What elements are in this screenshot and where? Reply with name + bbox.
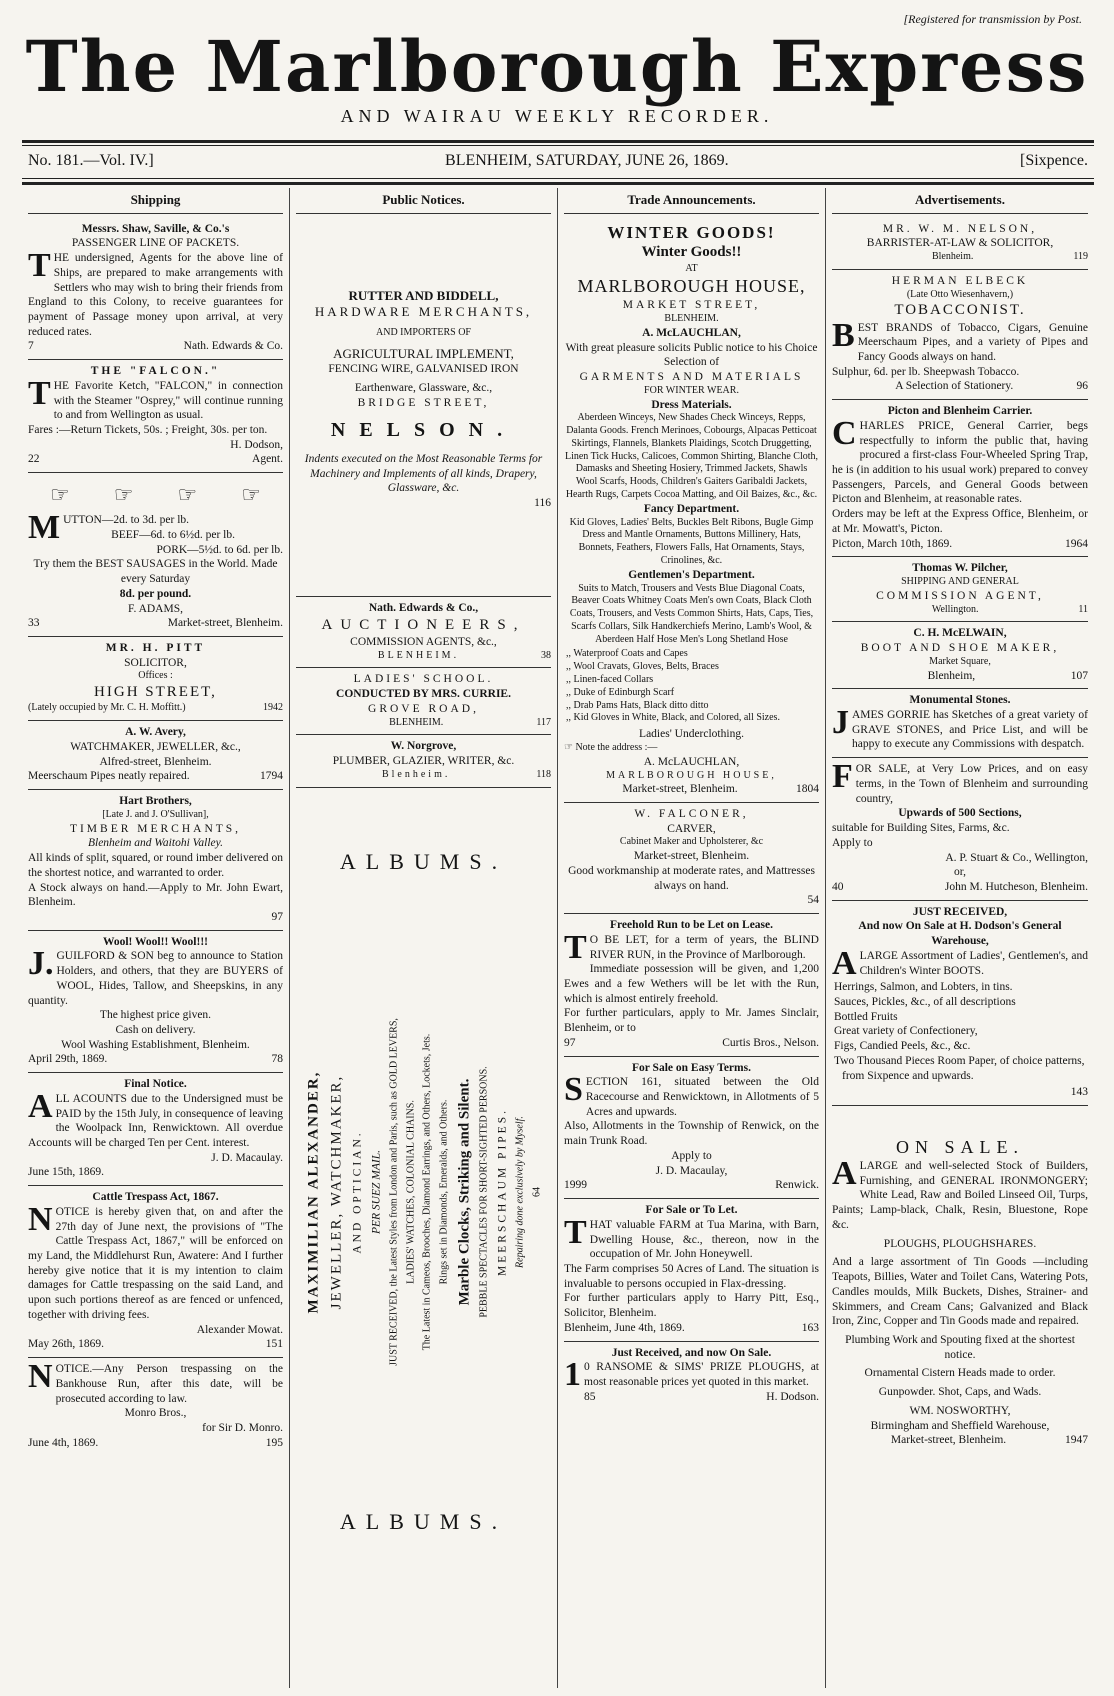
ad-signature: Curtis Bros., Nelson. <box>722 1036 819 1049</box>
pointing-hands <box>28 477 283 513</box>
ad-line-2: JUST RECEIVED, the Latest Styles from London and Paris, such as GOLD LEVERS, <box>387 1017 399 1366</box>
list-gents-items <box>564 648 819 725</box>
ad-body: CHARLES PRICE, General Carrier, begs respectfully to inform the public that, having procured a first-class Four-Wheeled Spring Trap, he is (in addition to his usual work) prepared to convey Passengers, Parcels, and General Goods between Picton and Blenheim, at reasonable rates. <box>832 414 1088 506</box>
ad-number: 1964 <box>1065 537 1088 550</box>
ad-number: 33 <box>28 617 40 630</box>
ad-line-6: Marble Clocks, Striking and Silent. <box>455 1078 472 1306</box>
ad-footer <box>564 1178 819 1193</box>
ad-note: [Late J. and J. O'Sullivan], <box>102 808 209 820</box>
ad-bankhouse-notice <box>28 1358 283 1455</box>
ad-avery <box>28 721 283 790</box>
ad-shaw-saville <box>28 218 283 360</box>
ad-signature: H. Dodson. <box>766 1390 819 1403</box>
list-item: ,, Wool Cravats, Gloves, Belts, Braces <box>566 661 719 673</box>
newspaper-subtitle: AND WAIRAU WEEKLY RECORDER. <box>340 106 774 126</box>
ad-sections-for-sale <box>832 758 1088 900</box>
ad-body: FOR SALE, at Very Low Prices, and on easy terms, in the Town of Blenheim and surrounding country, <box>832 758 1088 805</box>
ad-body: NOTICE.—Any Person trespassing on the Bankhouse Run, after this date, will be prosecuted according to law. <box>28 1358 283 1405</box>
ad-cattle-trespass <box>28 1186 283 1358</box>
ad-apply: Apply to <box>671 1149 712 1162</box>
ad-number: 116 <box>534 497 551 510</box>
ad-title: Just Received, and now On Sale. <box>611 1346 772 1359</box>
ad-title: For Sale or To Let. <box>645 1204 738 1217</box>
ad-butcher <box>28 473 283 637</box>
ad-town: Blenheim, <box>927 669 976 682</box>
ad-proprietor: A. McLAUCHLAN, <box>642 326 741 339</box>
ad-location: Blenheim and Waitohi Valley. <box>87 837 223 850</box>
ad-title: HERMAN ELBECK <box>891 274 1029 287</box>
ad-street: MARKET STREET, <box>622 299 761 312</box>
ad-pitt <box>28 637 283 721</box>
column-heading: Trade Announcements. <box>564 190 819 214</box>
section-gents: Gentlemen's Department. <box>628 568 755 581</box>
price-beef: BEEF—6d. to 6½d. per lb. <box>111 529 236 541</box>
ad-title: LADIES' SCHOOL. <box>353 673 494 686</box>
ad-address: Market-street, Blenheim. <box>167 617 283 630</box>
ad-body: THE undersigned, Agents for the above line of Ships, are prepared to make arrangements with Settlers who may wish to bring their friends from England to this Colony, to receive guarantees for payment of Passage money upon arrival, at very reduced rates. <box>28 247 283 338</box>
list-item: ,, Kid Gloves in White, Black, and Colored, all Sizes. <box>566 712 780 724</box>
ad-street: BRIDGE STREET, <box>357 396 490 409</box>
ad-number: 38 <box>540 649 551 661</box>
ad-body-2: The Farm comprises 50 Acres of Land. The situation is invaluable to persons occupied in Flax-dressing. <box>564 1262 819 1290</box>
ad-title: Final Notice. <box>124 1078 187 1091</box>
ad-body-2: And a large assortment of Tin Goods —including Teapots, Billies, Water and Toilet Cans, Watering Pots, Candles moulds, Milk Buckets, Dishes, Strainer- and Skimmers, and Cream Cans; Galvanized and Black Iron, Zinc, Copper and Tin Goods made and repaired. <box>832 1256 1088 1328</box>
ad-mcelwain <box>832 622 1088 689</box>
ad-title: Cattle Trespass Act, 1867. <box>92 1191 219 1204</box>
ad-number: 151 <box>265 1338 283 1351</box>
registration-note: [Registered for transmission by Post. <box>903 12 1082 26</box>
issue-price: [Sixpence. <box>1020 152 1088 169</box>
ad-footer <box>832 604 1088 617</box>
masthead-rule <box>22 140 1094 143</box>
ad-title: Freehold Run to be Let on Lease. <box>609 919 774 932</box>
ad-subtitle-2: AND OPTICIAN. <box>351 1130 364 1254</box>
ad-title: WINTER GOODS! <box>607 222 776 242</box>
ad-importers: AND IMPORTERS OF <box>376 326 471 338</box>
ad-wool <box>28 931 283 1073</box>
ad-line-3: LADIES' WATCHES, COLONIAL CHAINS. <box>404 1099 416 1284</box>
ad-falconer <box>564 803 819 914</box>
ad-body: J.GUILFORD & SON beg to announce to Station Holders, and others, that they are BUYERS of WOOL, Hides, Tallow, and Sheepskins, in any quantity. <box>28 945 283 1007</box>
columns <box>22 188 1094 1688</box>
albums-heading-2: ALBUMS. <box>339 1508 508 1534</box>
ad-body: 10 RANSOME & SIMS' PRIZE PLOUGHS, at most reasonable prices yet quoted in this market. <box>564 1356 819 1394</box>
ad-date: May 26th, 1869. <box>28 1338 105 1351</box>
ad-street: GROVE ROAD, <box>368 702 479 715</box>
ad-town: Blenheim. <box>931 251 974 263</box>
sausage-price: 8d. per pound. <box>119 587 192 600</box>
ad-or: or, <box>954 866 966 879</box>
ad-date: June 15th, 1869. <box>28 1166 105 1179</box>
ad-title: ON SALE. <box>896 1137 1024 1158</box>
column-shipping <box>22 188 290 1688</box>
ad-carrier <box>832 400 1088 557</box>
ad-subtitle: PASSENGER LINE OF PACKETS. <box>71 237 240 250</box>
ad-title: Nath. Edwards & Co., <box>368 601 479 614</box>
ad-number: 119 <box>1073 251 1088 263</box>
ad-title: Upwards of 500 Sections, <box>898 807 1022 820</box>
ad-hart-brothers <box>28 790 283 931</box>
list-fancy: Kid Gloves, Ladies' Belts, Buckles Belt Ribons, Bugle Gimp Dress and Mantle Ornaments, Buttons Millinery, Hats, Bonnets, Feathers, Flowers Falls, Hat Ornaments, Stays, Crinolines, &c. <box>569 516 814 566</box>
ad-final-notice <box>28 1073 283 1186</box>
ad-number: 118 <box>536 768 551 780</box>
ad-body: Indents executed on the Most Reasonable Terms for Machinery and Implements of all kinds, Drapery, Glassware, &c. <box>304 453 543 495</box>
ad-note: (Lately occupied by Mr. C. H. Moffitt.) <box>28 702 186 714</box>
pointing-hand-icon: ☞ <box>177 482 198 508</box>
ad-body: ALARGE Assortment of Ladies', Gentlemen's, and Children's Winter BOOTS. <box>832 944 1088 982</box>
ad-number: 163 <box>801 1321 819 1334</box>
ad-signature: H. Dodson, <box>230 438 283 451</box>
ad-number: 64 <box>530 1186 542 1197</box>
ad-footer <box>28 1337 283 1352</box>
ad-winter-goods <box>564 218 819 803</box>
column-trade-announcements <box>558 188 826 1688</box>
ad-line: Meerschaum Pipes neatly repaired. <box>28 770 190 783</box>
dateline <box>28 152 1088 170</box>
ad-body-3: For further particulars, apply to Mr. James Sinclair, Blenheim, or to <box>564 1007 819 1035</box>
ad-body-2: Immediate possession will be given, and 1,200 Ewes and a few Wethers will be let with the Run, which is almost entirely freehold. <box>564 963 819 1005</box>
ad-title: C. H. McELWAIN, <box>913 627 1007 640</box>
ad-elbeck <box>832 270 1088 400</box>
ad-body: ALARGE and well-selected Stock of Builders, Furnishing, and GENERAL IRONMONGERY; White Lead, Raw and Boiled Linseed Oil, Turps, Paints; Lamp-black, Chalk, Resin, Bluestone, Rope &c. <box>832 1155 1088 1231</box>
ad-footer <box>28 339 283 354</box>
ad-dodson-warehouse <box>832 901 1088 1106</box>
ad-subtitle: AUCTIONEERS, <box>321 616 526 633</box>
ad-house: MARLBOROUGH HOUSE, <box>577 276 806 297</box>
ad-date: June 4th, 1869. <box>28 1436 99 1449</box>
list-item: Bottled Fruits <box>834 1010 898 1023</box>
ad-subtitle: PLUMBER, GLAZIER, WRITER, &c. <box>332 755 515 768</box>
column-heading: Advertisements. <box>832 190 1088 214</box>
ad-subtitle: And now On Sale at H. Dodson's General Warehouse, <box>858 920 1062 948</box>
ad-footer <box>564 1321 819 1336</box>
ad-body: BEST BRANDS of Tobacco, Cigars, Genuine Meerschaum Pipes, and a variety of Pipes and Fancy Goods always on hand. <box>832 316 1088 363</box>
ad-date: Blenheim, June 4th, 1869. <box>564 1321 685 1334</box>
ad-subtitle: BOOT AND SHOE MAKER, <box>860 642 1060 655</box>
ad-number: 11 <box>1078 603 1088 615</box>
ad-title: For Sale on Easy Terms. <box>632 1061 751 1074</box>
ad-title: Wool! Wool!! Wool!!! <box>103 935 208 948</box>
ad-subtitle: SOLICITOR, <box>124 656 187 669</box>
issue-date: BLENHEIM, SATURDAY, JUNE 26, 1869. <box>445 152 729 169</box>
ad-date: April 29th, 1869. <box>28 1053 108 1066</box>
newspaper-title: The Marlborough Express <box>25 25 1089 108</box>
price-pork: PORK—5½d. to 6d. per lb. <box>156 543 283 556</box>
masthead <box>0 24 1114 127</box>
ad-footer <box>28 769 283 784</box>
ad-footer <box>832 251 1088 264</box>
ad-line-4: John M. Hutcheson, Blenheim. <box>944 880 1088 893</box>
ad-town: Wellington. <box>931 603 979 615</box>
ad-note: (Late Otto Wiesenhavern,) <box>906 288 1014 300</box>
ad-number: 7 <box>28 340 34 353</box>
ad-trade: Cabinet Maker and Upholsterer, &c <box>619 836 764 848</box>
ad-line-3: Earthenware, Glassware, &c., <box>354 382 493 395</box>
ad-subtitle: SHIPPING AND GENERAL <box>901 576 1019 588</box>
ad-address: Market-street, Blenheim. <box>633 850 750 863</box>
ad-line-3: A. P. Stuart & Co., Wellington, <box>945 851 1088 864</box>
ad-winter-wear: FOR WINTER WEAR. <box>644 384 739 396</box>
dateline-rule-thick <box>22 182 1094 185</box>
masthead-rule-thin <box>22 145 1094 146</box>
ad-norgrove <box>296 735 551 787</box>
ad-number: 54 <box>807 894 819 907</box>
ad-nosworthy <box>832 1106 1088 1453</box>
section-dress: Dress Materials. <box>651 398 732 411</box>
ad-maximilian-alexander <box>296 892 551 1492</box>
ad-subtitle: TIMBER MERCHANTS, <box>69 822 242 835</box>
ad-subtitle: HARDWARE MERCHANTS, <box>314 304 533 320</box>
ad-subtitle: CARVER, <box>667 822 716 835</box>
ad-garments: GARMENTS AND MATERIALS <box>579 371 804 384</box>
list-item: Sauces, Pickles, &c., of all descriptions <box>834 995 1016 1008</box>
ad-footer <box>296 650 551 663</box>
column-heading: Shipping <box>28 190 283 214</box>
ad-body-2: A Stock always on hand.—Apply to Mr. John Ewart, Blenheim. <box>28 881 283 909</box>
ad-number: 143 <box>1070 1086 1088 1099</box>
ad-street: HIGH STREET, <box>94 684 217 701</box>
list-item: Great variety of Confectionery, <box>834 1025 978 1038</box>
column-public-notices <box>290 188 558 1688</box>
ad-body-2: Orders may be left at the Express Office, Blenheim, or at Mr. Mowatt's, Picton. <box>832 508 1088 535</box>
ad-line-2: Cash on delivery. <box>115 1023 196 1036</box>
ad-number: 1804 <box>796 783 819 796</box>
ad-line-4: The Latest in Cameos, Brooches, Diamond Earrings, and Others, Lockets, Jets. <box>421 1033 433 1350</box>
ad-signature-house: MARLBOROUGH HOUSE, <box>606 769 777 781</box>
ad-subtitle-2: COMMISSION AGENT, <box>876 589 1044 602</box>
ad-line-4: Birmingham and Sheffield Warehouse, <box>870 1419 1050 1432</box>
list-item: ,, Waterproof Coats and Capes <box>566 648 688 660</box>
list-dress: Aberdeen Winceys, New Shades Check Winceys, Repps, Dalanta Goods. French Merinoes, Cobourgs, Alpacas Petticoat Skirtings, Flannels, Blankets Plaidings, Scotch Druggetting, Linen Tick Hucks, Calicoes, Common Shirting, Blanche Cloth, Damasks and Sheeting Hosiery, Trimmed Jackets, Shawls Wool Scarfs, Hoods, Children's Gaiters Garibaldi Jackets, Hearth Rugs, Carpets Cocoa Matting, and Oil Baizes, &c., &c. <box>564 412 819 501</box>
ad-signature: J. D. Macaulay. <box>211 1151 283 1164</box>
ad-line-2: Ornamental Cistern Heads made to order. <box>864 1367 1056 1380</box>
ad-signature: F. ADAMS, <box>127 602 183 615</box>
ad-line-1: suitable for Building Sites, Farms, &c. <box>832 822 1010 835</box>
address-note: ☞ Note the address :— <box>564 741 658 753</box>
ad-footer <box>832 537 1088 552</box>
section-ladies: Ladies' Underclothing. <box>639 728 744 741</box>
ad-number: 22 <box>28 453 40 466</box>
ad-line-9: Repairing done exclusively by Myself. <box>513 1115 525 1268</box>
ad-footer <box>28 702 283 715</box>
ad-signature: WM. NOSWORTHY, <box>909 1404 1011 1417</box>
ad-footer <box>584 1390 819 1405</box>
ad-address: Market Square, <box>929 655 991 667</box>
ad-title: MR. W. M. NELSON, <box>882 222 1038 235</box>
ad-subtitle: PLOUGHS, PLOUGHSHARES. <box>883 1237 1037 1250</box>
ad-line-1: PER SUEZ MAIL. <box>369 1149 382 1234</box>
ad-title: THE "FALCON." <box>90 365 221 378</box>
ad-line-2: A Selection of Stationery. <box>895 380 1014 393</box>
ad-body: With great pleasure solicits Public notice to his Choice Selection of <box>565 341 818 369</box>
ad-place: Renwick. <box>775 1179 819 1192</box>
ad-line-1: Plumbing Work and Spouting fixed at the shortest notice. <box>845 1333 1075 1361</box>
ad-line-5: Market-street, Blenheim. <box>890 1434 1007 1447</box>
ad-title: Messrs. Shaw, Saville, & Co.'s <box>81 222 230 235</box>
ad-subtitle: TOBACCONIST. <box>894 302 1026 319</box>
ad-date: Picton, March 10th, 1869. <box>832 537 953 550</box>
ad-town: BLENHEIM. <box>664 313 719 325</box>
ad-title: Monumental Stones. <box>909 694 1011 707</box>
ad-ploughs <box>564 1342 819 1410</box>
ad-title: Thomas W. Pilcher, <box>912 562 1008 575</box>
ad-number: 1947 <box>1065 1434 1088 1447</box>
ad-agent: Agent. <box>252 453 283 466</box>
ad-title: Hart Brothers, <box>119 795 192 808</box>
ad-subtitle: WATCHMAKER, JEWELLER, &c., <box>70 740 241 753</box>
ad-signature: Nath. Edwards & Co. <box>183 340 283 353</box>
ad-line-5: Rings set in Diamonds, Emeralds, and Others. <box>438 1099 450 1285</box>
ad-number: 1999 <box>564 1179 587 1192</box>
ad-line-8: MEERSCHAUM PIPES. <box>495 1107 508 1276</box>
pointing-hand-icon: ☞ <box>113 482 134 508</box>
ad-title: W. Norgrove, <box>390 740 457 753</box>
column-heading: Public Notices. <box>296 190 551 214</box>
pointing-hand-icon: ☞ <box>241 482 261 508</box>
ad-number: 107 <box>1070 669 1088 682</box>
list-item: ,, Drab Pams Hats, Black ditto ditto <box>566 699 709 711</box>
ad-line: COMMISSION AGENTS, &c., <box>350 635 497 648</box>
ad-signature: J. D. Macaulay, <box>655 1164 728 1177</box>
ad-number: 78 <box>271 1053 283 1066</box>
ad-line-1: AGRICULTURAL IMPLEMENT, <box>333 345 514 361</box>
ad-footer <box>564 1036 819 1051</box>
ad-line-3: Wool Washing Establishment, Blenheim. <box>61 1038 250 1051</box>
ad-number: 40 <box>832 880 844 893</box>
ad-line-2: Apply to <box>832 836 873 849</box>
ad-address: Alfred-street, Blenheim. <box>99 755 212 768</box>
ad-footer <box>28 1052 283 1067</box>
ad-title: Picton and Blenheim Carrier. <box>887 405 1033 418</box>
ad-body: TO BE LET, for a term of years, the BLIND RIVER RUN, in the Province of Marlborough. <box>564 928 819 966</box>
section-fancy: Fancy Department. <box>643 502 740 515</box>
ad-subtitle: Winter Goods!! <box>641 244 742 261</box>
ad-freehold-run <box>564 914 819 1056</box>
ad-number: 96 <box>1076 380 1088 393</box>
ad-nath-edwards <box>296 597 551 668</box>
ad-town: Blenheim. <box>381 768 451 780</box>
ad-nelson <box>832 218 1088 270</box>
list-item: ,, Duke of Edinburgh Scarf <box>566 686 675 698</box>
ad-fares: Fares :—Return Tickets, 50s. ; Freight, 30s. per ton. <box>28 423 268 436</box>
ad-title: MR. H. PITT <box>105 642 206 655</box>
list-item: Two Thousand Pieces Room Paper, of choice patterns, from Sixpence and upwards. <box>834 1054 1085 1082</box>
ad-line-3: Gunpowder. Shot, Caps, and Wads. <box>878 1386 1042 1399</box>
price-mutton: MUTTON—2d. to 3d. per lb. <box>28 509 190 547</box>
ad-line-1: The highest price given. <box>99 1009 212 1022</box>
ad-address: Market-street, Blenheim. <box>622 783 738 796</box>
ad-subtitle: BARRISTER-AT-LAW & SOLICITOR, <box>866 237 1054 250</box>
ad-number: 97 <box>564 1036 576 1049</box>
column-advertisements <box>826 188 1094 1688</box>
list-item: Herrings, Salmon, and Lobters, in tins. <box>834 981 1013 994</box>
ad-line-2: FENCING WIRE, GALVANISED IRON <box>328 363 519 376</box>
dateline-rule <box>22 178 1094 179</box>
ad-number: 117 <box>536 716 551 728</box>
ad-body-3: For further particulars apply to Harry Pitt, Esq., Solicitor, Blenheim. <box>564 1292 819 1320</box>
ad-body: THE Favorite Ketch, "FALCON," in connection with the Steamer "Osprey," will continue running to and from Wellington as usual. <box>28 374 283 422</box>
ad-number: 97 <box>271 910 283 923</box>
ad-line-1: Sulphur, 6d. per lb. Sheepwash Tobacco. <box>832 365 1020 378</box>
ad-number: 1794 <box>260 770 283 783</box>
ad-sale-or-let <box>564 1199 819 1341</box>
ad-footer <box>832 1433 1088 1448</box>
ad-body: JAMES GORRIE has Sketches of a great variety of GRAVE STONES, and Price List, and will be happy to execute any Commissions with despatch. <box>832 704 1088 751</box>
ad-title: RUTTER AND BIDDELL, <box>348 287 499 303</box>
ad-body: Try them the BEST SAUSAGES in the World. Made every Saturday <box>33 558 278 586</box>
ad-title: W. FALCONER, <box>634 808 749 821</box>
ad-footer <box>832 880 1088 895</box>
ad-at: AT <box>685 262 698 274</box>
ad-town: BLENHEIM. <box>389 716 444 728</box>
ad-ladies-school <box>296 668 551 735</box>
ad-signature: Monro Bros., <box>124 1407 187 1420</box>
pointing-hand-icon: ☞ <box>50 482 70 508</box>
ad-title: MAXIMILIAN ALEXANDER, <box>304 1070 321 1314</box>
ad-number: 195 <box>265 1436 283 1449</box>
ad-number: 85 <box>584 1390 596 1403</box>
issue-number: No. 181.—Vol. IV.] <box>28 152 154 169</box>
list-gents: Suits to Match, Trousers and Vests Blue Diagonal Coats, Beaver Coats Whitney Coats Men's own Coats, Black Cloth Coats, Trousers, and Vests Common Shirts, Hats, Caps, Ties, Scarfs Collars, Silk Handkerchiefs Merino, Lamb's Wool, & Aberdeen Half Hose Men's Long Shetland Hose <box>569 582 814 645</box>
ad-line-7: PEBBLE SPECTACLES FOR SHORT-SIGHTED PERSONS. <box>478 1066 490 1318</box>
ad-body: NOTICE is hereby given that, on and after the 27th day of June next, the provisions of "The Cattle Trespass Act, 1867," will be enforced on my Land, the Middlehurst Run, Awatere: And I further hereby give notice that it is my intention to claim damages for Cattle trespassing on the said Land, and upon such portions thereof as are fenced or unfenced, together with driving fees. <box>28 1200 283 1321</box>
goods-list <box>832 980 1088 1083</box>
ad-town: BLENHEIM. <box>377 649 460 661</box>
ad-body: Good workmanship at moderate rates, and Mattresses always on hand. <box>568 864 815 892</box>
rotated-ad <box>300 912 547 1472</box>
ad-easy-terms <box>564 1057 819 1199</box>
ad-footer <box>832 379 1088 394</box>
ad-footer <box>28 1436 283 1451</box>
ad-town: NELSON. <box>330 419 517 442</box>
ad-footer <box>28 616 283 631</box>
ad-pilcher <box>832 557 1088 622</box>
ad-footer <box>564 782 819 797</box>
albums-heading: ALBUMS. <box>339 848 508 874</box>
ad-footer <box>28 452 283 467</box>
ad-title: A. W. Avery, <box>125 726 186 739</box>
ad-footer <box>832 669 1088 684</box>
ad-body: ALL ACOUNTS due to the Undersigned must be PAID by the 15th July, in consequence of leaving the Woolpack Inn, Renwicktown. All overdue Accounts will be charged Ten per Cent. interest. <box>28 1087 283 1150</box>
ad-body: All kinds of split, squared, or round imber delivered on the shortest notice, and warranted to order. <box>28 852 283 879</box>
list-item: ,, Linen-faced Collars <box>566 674 654 686</box>
ad-body-2: Also, Allotments in the Township of Renwick, on the main Trunk Road. <box>564 1120 819 1148</box>
ad-subtitle: JEWELLER, WATCHMAKER, <box>328 1074 345 1310</box>
ad-body: THAT valuable FARM at Tua Marina, with Barn, Dwelling House, &c., thereon, now in the occupation of Mr. John Honeywell. <box>564 1213 819 1261</box>
ad-footer <box>296 769 551 782</box>
ad-footer <box>296 717 551 730</box>
ad-title: JUST RECEIVED, <box>912 905 1008 918</box>
ad-gorrie <box>832 689 1088 758</box>
ad-rutter-biddell <box>296 218 551 597</box>
ad-signature-2: for Sir D. Monro. <box>202 1421 283 1434</box>
ad-signature: A. McLAUCHLAN, <box>643 755 740 768</box>
ad-falcon <box>28 360 283 473</box>
ad-number: 1942 <box>263 702 283 714</box>
list-item: Figs, Candied Peels, &c., &c. <box>834 1040 971 1053</box>
ad-body: SECTION 161, situated between the Old Racecourse and Renwicktown, in Allotments of 5 Acres and upwards. <box>564 1071 819 1118</box>
ad-subtitle: CONDUCTED BY MRS. CURRIE. <box>336 688 511 701</box>
ad-signature: Alexander Mowat. <box>196 1323 283 1336</box>
ad-offices: Offices : <box>138 670 173 682</box>
